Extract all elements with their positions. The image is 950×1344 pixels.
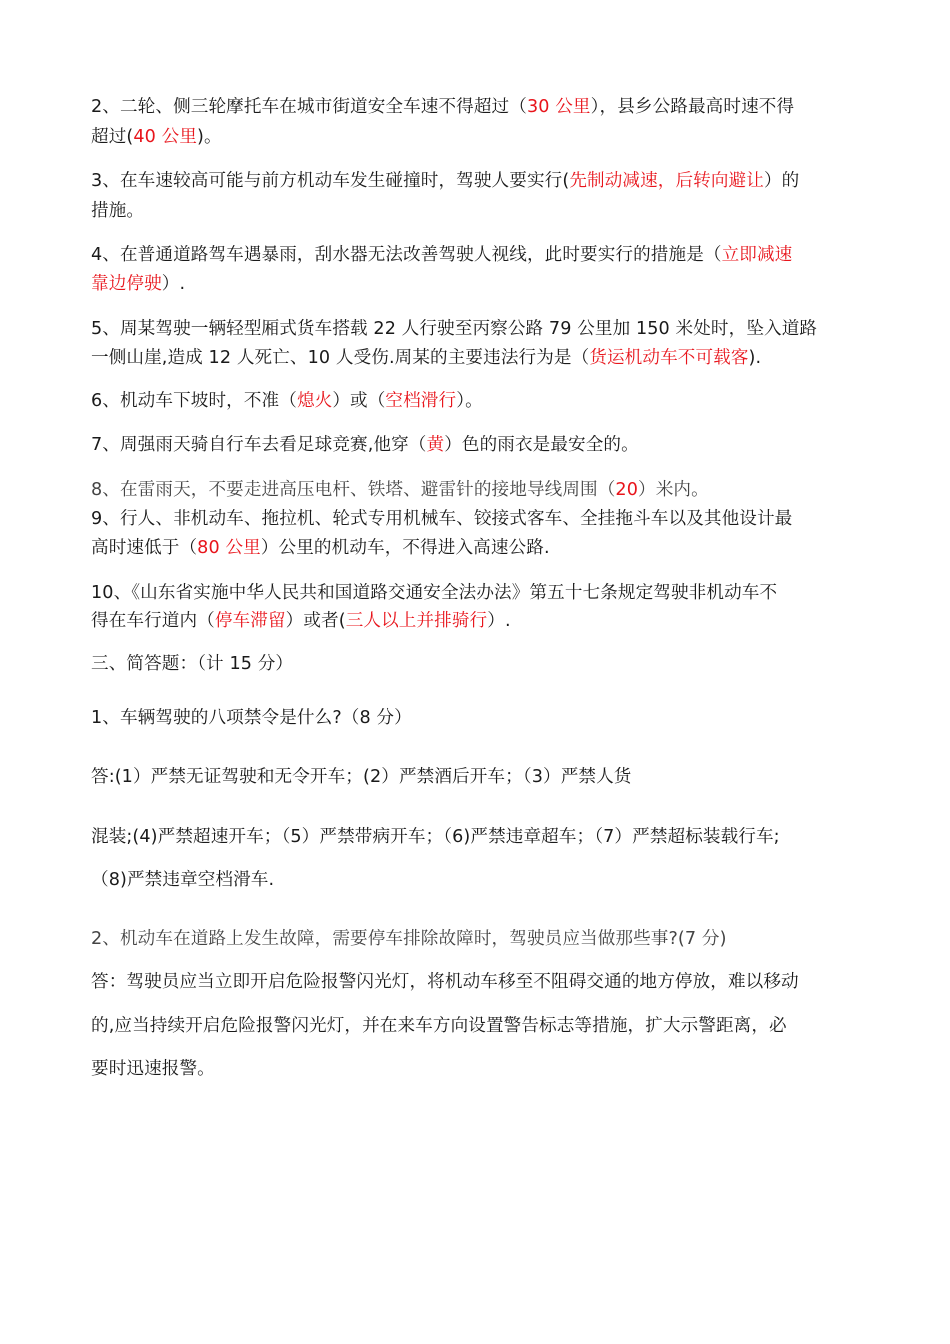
sa-q2-answer-line-3: 要时迅速报警。 — [91, 1059, 215, 1079]
q3-line-2: 措施。 — [91, 201, 145, 221]
q2-answer-1: 30 公里 — [526, 97, 591, 117]
q4-answer-2: 靠边停驶 — [91, 274, 162, 294]
sa-q2-answer-line-2: 的,应当持续开启危险报警闪光灯，并在来车方向设置警告标志等措施，扩大示警距离，必 — [91, 1016, 787, 1036]
q3-line-1: 3、在车速较高可能与前方机动车发生碰撞时，驾驶人要实行(先制动减速，后转向避让）的 — [91, 171, 800, 191]
q10-answer-2: 三人以上并排骑行 — [345, 611, 488, 631]
q4-answer-1: 立即减速 — [721, 245, 793, 265]
sa-q2-answer-line-1: 答：驾驶员应当立即开启危险报警闪光灯，将机动车移至不阻碍交通的地方停放，难以移动 — [91, 972, 799, 992]
q5-line-1: 5、周某驾驶一辆轻型厢式货车搭载 22 人行驶至丙察公路 79 公里加 150 米处时，坠入道路 — [91, 319, 818, 339]
q6-answer-1: 熄火 — [296, 391, 333, 411]
q5-line-2: 一侧山崖,造成 12 人死亡、10 人受伤.周某的主要违法行为是（货运机动车不可载客). — [91, 348, 762, 368]
q8-answer: 20 — [615, 480, 639, 500]
sa-q1-answer-line-1: 答:(1）严禁无证驾驶和无令开车；(2）严禁酒后开车；（3）严禁人货 — [91, 767, 632, 787]
q9-answer: 80 公里 — [197, 538, 261, 558]
sa-q1-answer-line-3: （8)严禁违章空档滑车. — [91, 870, 275, 890]
q10-line-1: 10、《山东省实施中华人民共和国道路交通安全法办法》第五十七条规定驾驶非机动车不 — [91, 583, 778, 603]
q7-line: 7、周强雨天骑自行车去看足球竞赛,他穿（黄）色的雨衣是最安全的。 — [91, 435, 639, 455]
q6-answer-2: 空档滑行 — [385, 391, 457, 411]
section-heading: 三、简答题：（计 15 分） — [91, 654, 294, 674]
q2-line-1: 2、二轮、侧三轮摩托车在城市街道安全车速不得超过（30 公里），县乡公路最高时速不得 — [91, 97, 795, 117]
sa-q2-question: 2、机动车在道路上发生故障，需要停车排除故障时，驾驶员应当做那些事?(7 分) — [91, 929, 727, 949]
q8-line: 8、在雷雨天，不要走进高压电杆、铁塔、避雷针的接地导线周围（20）米内。 — [91, 480, 709, 500]
q4-line-1: 4、在普通道路驾车遇暴雨，刮水器无法改善驾驶人视线，此时要实行的措施是（立即减速 — [91, 245, 793, 265]
sa-q1-question: 1、车辆驾驶的八项禁令是什么?（8 分） — [91, 708, 412, 728]
q4-line-2: 靠边停驶）. — [91, 274, 186, 294]
sa-q1-answer-line-2: 混装;(4)严禁超速开车；（5）严禁带病开车；（6)严禁违章超车；（7）严禁超标装载行车; — [91, 827, 780, 847]
q10-answer-1: 停车滞留 — [214, 611, 286, 631]
q2-answer-2: 40 公里 — [133, 127, 198, 147]
q7-answer: 黄 — [426, 435, 445, 455]
q10-line-2: 得在车行道内（停车滞留）或者(三人以上并排骑行）. — [91, 611, 511, 631]
q9-line-2: 高时速低于（80 公里）公里的机动车，不得进入高速公路. — [91, 538, 550, 558]
q2-line-2: 超过(40 公里)。 — [91, 127, 222, 147]
q9-line-1: 9、行人、非机动车、拖拉机、轮式专用机械车、铰接式客车、全挂拖斗车以及其他设计最 — [91, 509, 793, 529]
q6-line: 6、机动车下坡时，不准（熄火）或（空档滑行）。 — [91, 391, 483, 411]
q5-answer: 货运机动车不可载客 — [589, 348, 749, 368]
q3-answer: 先制动减速，后转向避让 — [569, 171, 764, 191]
